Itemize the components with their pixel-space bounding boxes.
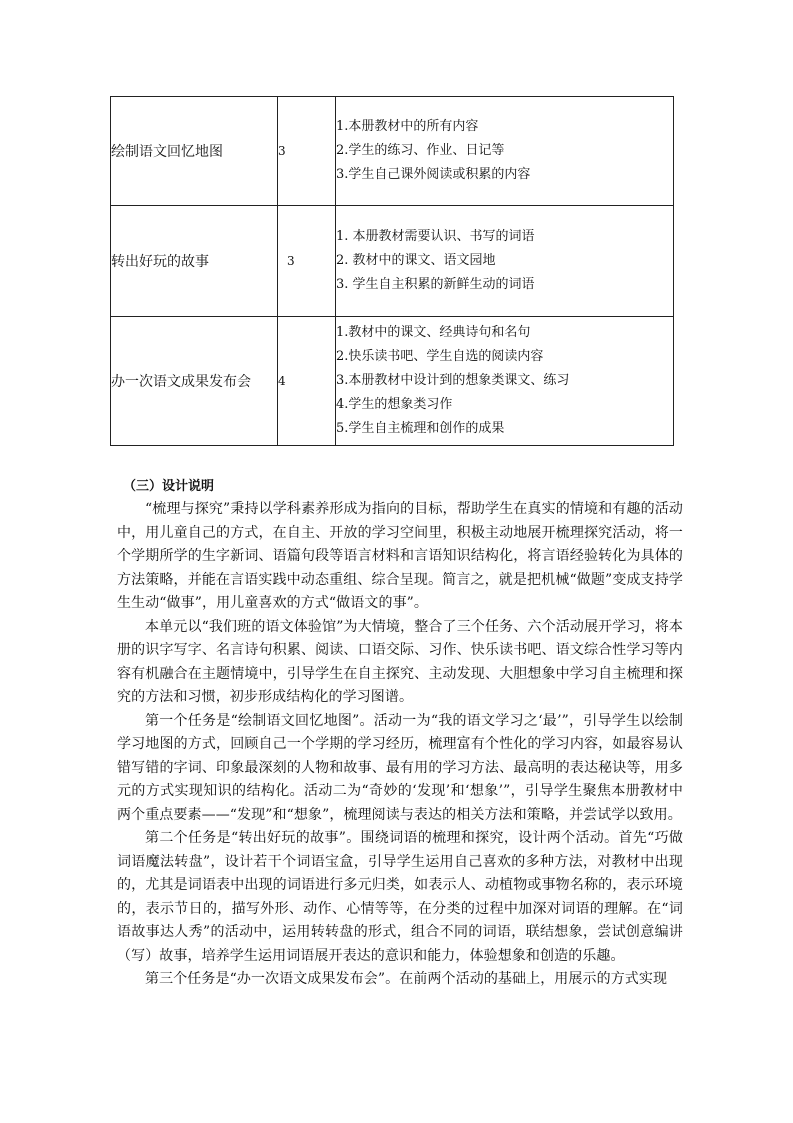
content-item: 2.快乐读书吧、学生自选的阅读内容 xyxy=(336,349,544,364)
content-item: 2. 教材中的课文、语文园地 xyxy=(336,253,496,268)
section-body xyxy=(117,498,683,992)
paragraph: “梳理与探究”秉持以学科素养形成为指向的目标，帮助学生在真实的情境和有趣的活动中，用儿童自己的方式，在自主、开放的学习空间里，积极主动地展开梳理探究活动，将一个学期所学的生字新词、语篇句段等语言材料和言语知识结构化，将言语经验转化为具体的方法策略，并能在言语实践中动态重组、综合呈现。简言之，就是把机械“做题”变成支持学生生动“做事”，用儿童喜欢的方式“做语文的事”。 xyxy=(117,501,683,611)
content-cell xyxy=(336,97,674,206)
content-item: 1.本册教材中的所有内容 xyxy=(336,119,479,134)
content-item: 1. 本册教材需要认识、书写的词语 xyxy=(336,229,535,244)
table-row xyxy=(111,97,674,206)
task-table xyxy=(110,96,674,446)
activity-count-cell: 3 xyxy=(278,97,336,206)
activity-count-cell: 3 xyxy=(278,206,336,317)
content-item: 4.学生的想象类习作 xyxy=(336,397,453,412)
content-item: 3. 学生自主积累的新鲜生动的词语 xyxy=(336,277,535,292)
table-row xyxy=(111,317,674,446)
paragraph: 本单元以“我们班的语文体验馆”为大情境，整合了三个任务、六个活动展开学习，将本册的识字写字、名言诗句积累、阅读、口语交际、习作、快乐读书吧、语文综合性学习等内容有机融合在主题情境中，引导学生在自主探究、主动发现、大胆想象中学习自主梳理和探究的方法和习惯，初步形成结构化的学习图谱。 xyxy=(117,618,683,705)
content-cell xyxy=(336,317,674,446)
activity-count-cell: 4 xyxy=(278,317,336,446)
content-item: 3.学生自己课外阅读或积累的内容 xyxy=(336,167,531,182)
task-name-cell: 绘制语文回忆地图 xyxy=(111,97,278,206)
table-row xyxy=(111,206,674,317)
content-item: 5.学生自主梳理和创作的成果 xyxy=(336,421,505,436)
paragraph: 第二个任务是“转出好玩的故事”。围绕词语的梳理和探究，设计两个活动。首先“巧做词语魔法转盘”，设计若干个词语宝盒，引导学生运用自己喜欢的多种方法，对教材中出现的，尤其是词语表中出现的词语进行多元归类，如表示人、动植物或事物名称的，表示环境的，表示节日的，描写外形、动作、心情等等，在分类的过程中加深对词语的理解。在“词语故事达人秀”的活动中，运用转转盘的形式，组合不同的词语，联结想象，尝试创意编讲（写）故事，培养学生运用词语展开表达的意识和能力，体验想象和创造的乐趣。 xyxy=(117,830,683,964)
content-item: 2.学生的练习、作业、日记等 xyxy=(336,143,505,158)
content-item: 3.本册教材中设计到的想象类课文、练习 xyxy=(336,373,570,388)
task-name-cell: 办一次语文成果发布会 xyxy=(111,317,278,446)
section-heading: （三）设计说明 xyxy=(123,479,215,494)
task-name-cell: 转出好玩的故事 xyxy=(111,206,278,317)
paragraph: 第三个任务是“办一次语文成果发布会”。在前两个活动的基础上，用展示的方式实现 xyxy=(145,971,668,987)
paragraph: 第一个任务是“绘制语文回忆地图”。活动一为“我的语文学习之‘最’”，引导学生以绘制学习地图的方式，回顾自己一个学期的学习经历，梳理富有个性化的学习内容，如最容易认错写错的字词、印象最深刻的人物和故事、最有用的学习方法、最高明的表达秘诀等，用多元的方式实现知识的结构化。活动二为“奇妙的‘发现’和‘想象’”，引导学生聚焦本册教材中两个重点要素——“发现”和“想象”，梳理阅读与表达的相关方法和策略，并尝试学以致用。 xyxy=(117,712,683,823)
content-item: 1.教材中的课文、经典诗句和名句 xyxy=(336,325,531,340)
content-cell xyxy=(336,206,674,317)
